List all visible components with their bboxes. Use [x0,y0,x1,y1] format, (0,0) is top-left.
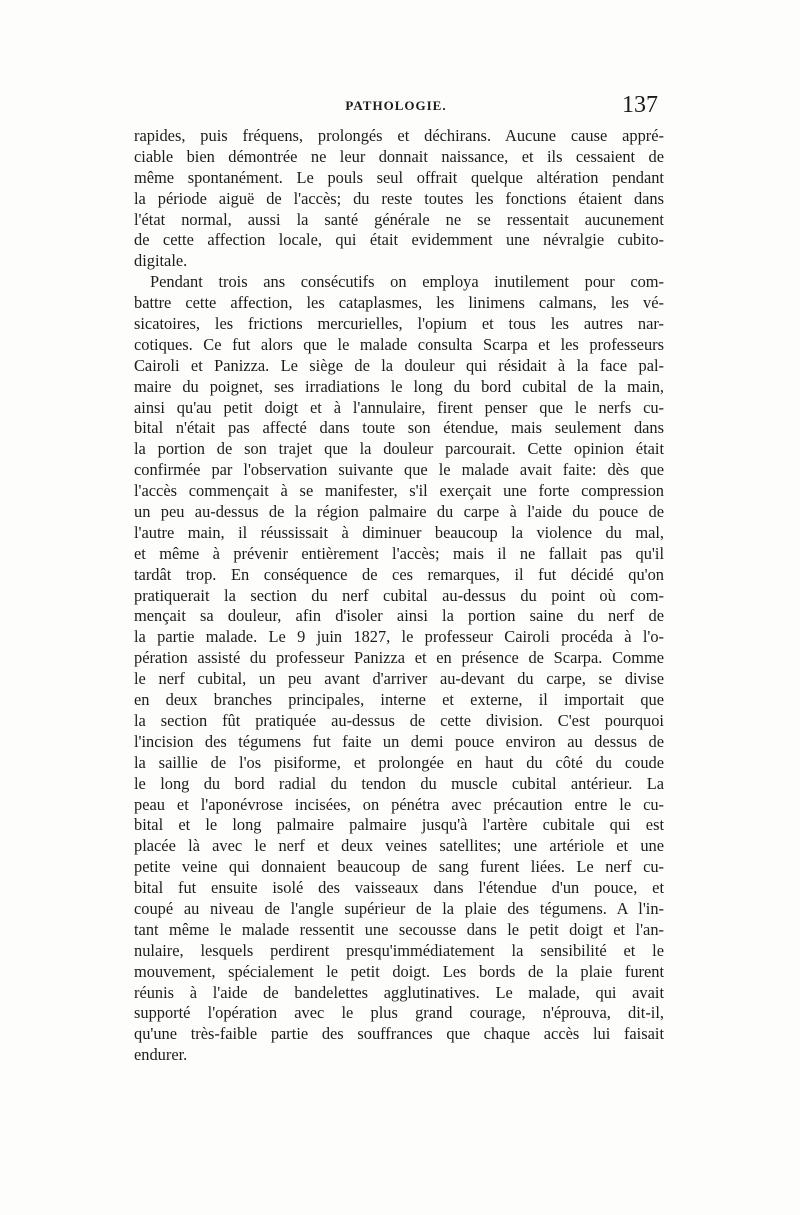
text-line: mençait sa douleur, afin d'isoler ainsi la portion saine du nerf de [134,606,664,626]
text-line: endurer. [134,1045,188,1065]
text-line: l'état normal, aussi la santé générale ne se ressentait aucunement [134,209,664,229]
text-line: l'autre main, il réussissait à diminuer beaucoup la violence du mal, [134,522,664,542]
text-line: le long du bord radial du tendon du muscle cubital antérieur. La [134,773,664,793]
text-line: mouvement, spécialement le petit doigt. Les bords de la plaie furent [134,961,664,981]
text-line: un peu au-dessus de la région palmaire du carpe à l'aide du pouce de [134,502,664,522]
text-line: Pendant trois ans consécutifs on employa inutilement pour com- [150,272,664,292]
text-line: la section fût pratiquée au-dessus de cette division. C'est pourquoi [134,710,664,730]
text-line: bital et le long palmaire palmaire jusqu'à l'artère cubitale qui est [134,815,664,835]
text-line: supporté l'opération avec le plus grand courage, n'éprouva, dit-il, [134,1003,664,1023]
text-line: nulaire, lesquels perdirent presqu'immédiatement la sensibilité et le [134,940,664,960]
text-line: réunis à l'aide de bandelettes agglutinatives. Le malade, qui avait [134,982,664,1002]
text-line: placée là avec le nerf et deux veines satellites; une artériole et une [134,836,664,856]
text-line: petite veine qui donnaient beaucoup de sang furent liées. Le nerf cu- [134,857,664,877]
text-line: et même à prévenir entièrement l'accès; mais il ne fallait pas qu'il [134,543,664,563]
text-line: tardât trop. En conséquence de ces remarques, il fut décidé qu'on [134,564,664,584]
running-title: PATHOLOGIE. [345,98,447,113]
text-line: ainsi qu'au petit doigt et à l'annulaire, firent penser que le nerfs cu- [134,397,664,417]
text-line: bital fut ensuite isolé des vaisseaux dans l'étendue d'un pouce, et [134,878,664,898]
text-line: pratiquerait la section du nerf cubital au-dessus du point où com- [134,585,664,605]
page-number: 137 [622,92,658,118]
text-line: pération assisté du professeur Panizza et en présence de Scarpa. Comme [134,648,664,668]
text-line: coupé au niveau de l'angle supérieur de la plaie des tégumens. A l'in- [134,898,664,918]
text-line: digitale. [134,251,188,271]
text-line: cotiques. Ce fut alors que le malade consulta Scarpa et les professeurs [134,334,664,354]
page-header [134,92,658,120]
text-line: en deux branches principales, interne et externe, il importait que [134,690,664,710]
text-line: peau et l'aponévrose incisées, on pénétra avec précaution entre le cu- [134,794,664,814]
text-line: même spontanément. Le pouls seul offrait quelque altération pendant [134,167,664,187]
text-line: maire du poignet, ses irradiations le long du bord cubital de la main, [134,376,664,396]
body-text [134,126,664,1066]
text-line: la portion de son trajet que la douleur parcourait. Cette opinion était [134,439,664,459]
text-line: confirmée par l'observation suivante que le malade avait faite: dès que [134,460,664,480]
text-line: la saillie de l'os pisiforme, et prolongée en haut du côté du coude [134,752,664,772]
text-line: Cairoli et Panizza. Le siège de la douleur qui résidait à la face pal- [134,355,664,375]
text-line: l'accès commençait à se manifester, s'il exerçait une forte compression [134,481,664,501]
text-line: ciable bien démontrée ne leur donnait naissance, et ils cessaient de [134,146,664,166]
text-line: tant même le malade ressentit une secousse dans le petit doigt et l'an- [134,919,664,939]
text-line: le nerf cubital, un peu avant d'arriver au-devant du carpe, se divise [134,669,664,689]
paragraph [134,272,664,1066]
text-line: de cette affection locale, qui était evidemment une névralgie cubito- [134,230,664,250]
text-line: sicatoires, les frictions mercurielles, l'opium et tous les autres nar- [134,314,664,334]
text-line: rapides, puis fréquens, prolongés et déchirans. Aucune cause appré- [134,126,664,145]
text-line: battre cette affection, les cataplasmes, les linimens calmans, les vé- [134,293,664,313]
text-line: l'incision des tégumens fut faite un demi pouce environ au dessus de [134,731,664,751]
text-line: bital n'était pas affecté dans toute son étendue, mais seulement dans [134,418,664,438]
paragraph [134,126,664,272]
text-line: qu'une très-faible partie des souffrances que chaque accès lui faisait [134,1024,664,1044]
text-line: la période aiguë de l'accès; du reste toutes les fonctions étaient dans [134,188,664,208]
text-line: la partie malade. Le 9 juin 1827, le professeur Cairoli procéda à l'o- [134,627,664,647]
